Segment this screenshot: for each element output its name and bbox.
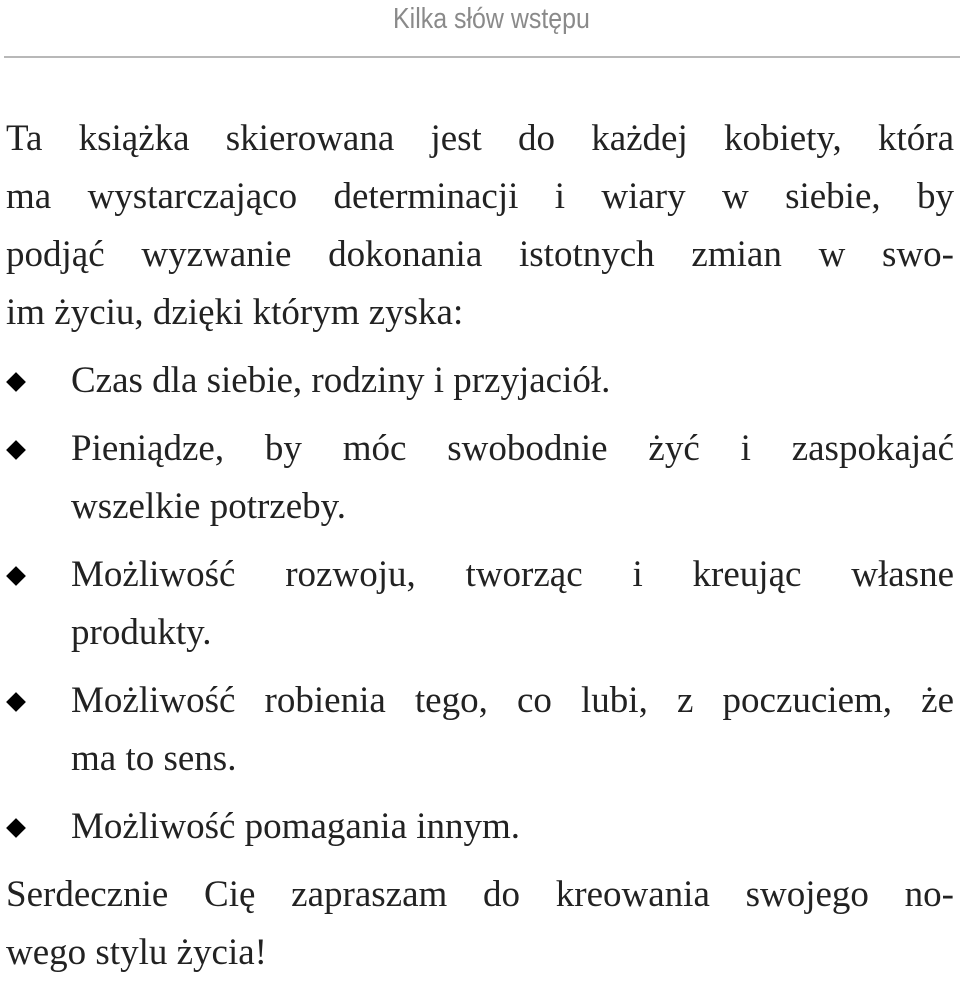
- list-item-text: Pieniądze, by móc swobodnie żyć i zaspokajać: [71, 428, 954, 469]
- list-item: [6, 798, 954, 856]
- list-item-text: produkty.: [71, 612, 212, 653]
- header-divider: [4, 56, 960, 58]
- list-item: [6, 546, 954, 662]
- list-item: [6, 420, 954, 536]
- list-item-text: Czas dla siebie, rodziny i przyjaciół.: [71, 360, 611, 401]
- list-item-text: ma to sens.: [71, 738, 237, 779]
- diamond-bullet-icon: [6, 440, 26, 460]
- diamond-bullet-icon: [6, 566, 26, 586]
- list-item: [6, 672, 954, 788]
- page-header: [0, 0, 960, 60]
- list-item-text: Możliwość robienia tego, co lubi, z poczuciem, że: [71, 680, 954, 721]
- list-item-text: wszelkie potrzeby.: [71, 486, 346, 527]
- intro-line: Ta książka skierowana jest do każdej kobiety, która: [6, 118, 954, 159]
- diamond-bullet-icon: [6, 818, 26, 838]
- intro-paragraph: [6, 110, 954, 342]
- list-item: [6, 352, 954, 410]
- intro-line: im życiu, dzięki którym zyska:: [6, 292, 464, 333]
- list-item-text: Możliwość rozwoju, tworząc i kreując własne: [71, 554, 954, 595]
- closing-line: Serdecznie Cię zapraszam do kreowania swojego no-: [6, 874, 954, 915]
- benefits-list: [6, 352, 954, 856]
- intro-line: podjąć wyzwanie dokonania istotnych zmian w swo-: [6, 234, 954, 275]
- diamond-bullet-icon: [6, 372, 26, 392]
- list-item-text: Możliwość pomagania innym.: [71, 806, 521, 847]
- closing-line: wego stylu życia!: [6, 932, 267, 973]
- section-title: Kilka słów wstępu: [393, 3, 590, 35]
- page-content: [6, 110, 954, 982]
- closing-paragraph: [6, 866, 954, 982]
- diamond-bullet-icon: [6, 692, 26, 712]
- intro-line: ma wystarczająco determinacji i wiary w siebie, by: [6, 176, 954, 217]
